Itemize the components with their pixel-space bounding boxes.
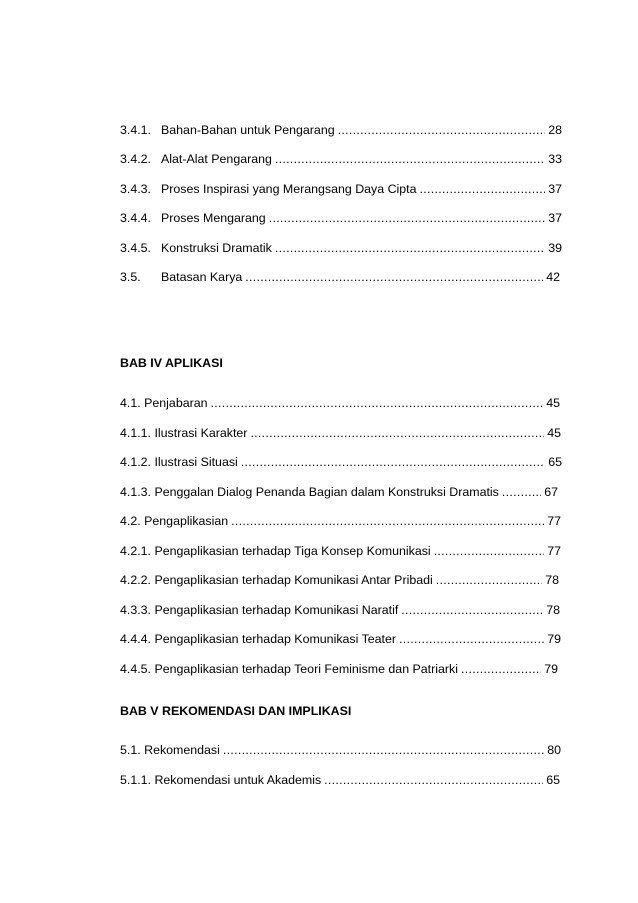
toc-leader-dots <box>436 572 542 588</box>
chapter-heading-bab-iv: BAB IV APLIKASI <box>120 356 223 370</box>
toc-entry-number: 4.4.5. <box>120 662 152 676</box>
toc-entry-page: 79 <box>544 662 558 676</box>
toc-entry-number: 4.1.3. <box>120 485 152 499</box>
toc-entry-4-4-5[interactable] <box>120 661 558 677</box>
toc-leader-dots <box>211 395 544 411</box>
toc-entry-title: Penjabaran <box>144 396 208 410</box>
toc-leader-dots <box>231 513 544 529</box>
toc-entry-page: 39 <box>548 241 562 255</box>
toc-entry-3-5[interactable] <box>120 269 560 285</box>
toc-entry-3-4-1[interactable] <box>120 122 562 138</box>
toc-entry-number: 4.2.2. <box>120 573 152 587</box>
toc-entry-3-4-4[interactable] <box>120 210 562 226</box>
toc-leader-dots <box>399 631 544 647</box>
toc-entry-page: 78 <box>545 573 559 587</box>
toc-entry-number: 4.1.2. <box>120 455 152 469</box>
toc-entry-page: 65 <box>548 455 562 469</box>
toc-entry-title: Rekomendasi untuk Akademis <box>154 773 322 787</box>
toc-leader-dots <box>420 181 546 197</box>
toc-entry-number: 5.1.1. <box>120 773 152 787</box>
toc-entry-page: 78 <box>546 603 560 617</box>
toc-leader-dots <box>461 661 541 677</box>
toc-leader-dots <box>275 151 545 167</box>
toc-entry-title: Pengaplikasian terhadap Komunikasi Naratif <box>154 603 399 617</box>
toc-entry-4-1-3[interactable] <box>120 484 558 500</box>
toc-entry-page: 42 <box>546 270 560 284</box>
toc-entry-title: Pengaplikasian terhadap Teori Feminisme dan Patriarki <box>154 662 458 676</box>
toc-entry-number: 3.4.4. <box>120 211 152 225</box>
toc-entry-page: 37 <box>548 211 562 225</box>
toc-entry-page: 77 <box>547 544 561 558</box>
toc-entry-title: Proses Mengarang <box>161 211 266 225</box>
toc-entry-page: 37 <box>548 182 562 196</box>
toc-entry-page: 67 <box>544 485 558 499</box>
toc-entry-4-4-4[interactable] <box>120 631 561 647</box>
toc-leader-dots <box>241 454 545 470</box>
toc-entry-4-2-1[interactable] <box>120 543 561 559</box>
toc-entry-number: 3.4.5. <box>120 241 152 255</box>
toc-entry-page: 45 <box>547 426 561 440</box>
toc-entry-title: Penggalan Dialog Penanda Bagian dalam Konstruksi Dramatis <box>154 485 499 499</box>
toc-entry-4-2[interactable] <box>120 513 561 529</box>
toc-entry-number: 3.4.2. <box>120 152 152 166</box>
toc-leader-dots <box>245 269 543 285</box>
toc-entry-title: Pengaplikasian terhadap Komunikasi Antar Pribadi <box>154 573 433 587</box>
toc-entry-number: 3.5. <box>120 270 141 284</box>
toc-entry-title: Batasan Karya <box>161 270 243 284</box>
toc-entry-title: Pengaplikasian terhadap Komunikasi Teater <box>154 632 397 646</box>
toc-entry-page: 33 <box>548 152 562 166</box>
toc-entry-4-1-2[interactable] <box>120 454 562 470</box>
toc-entry-3-4-5[interactable] <box>120 240 562 256</box>
toc-leader-dots <box>502 484 541 500</box>
toc-entry-number: 5.1. <box>120 743 141 757</box>
toc-entry-number: 4.1.1. <box>120 426 152 440</box>
toc-entry-number: 4.2.1. <box>120 544 152 558</box>
toc-leader-dots <box>223 742 544 758</box>
toc-leader-dots <box>269 210 546 226</box>
toc-entry-title: Ilustrasi Situasi <box>154 455 238 469</box>
toc-entry-5-1[interactable] <box>120 742 561 758</box>
toc-entry-number: 4.1. <box>120 396 141 410</box>
toc-entry-title: Rekomendasi <box>144 743 220 757</box>
toc-entry-title: Ilustrasi Karakter <box>154 426 248 440</box>
toc-entry-number: 4.3.3. <box>120 603 152 617</box>
toc-leader-dots <box>275 240 545 256</box>
toc-leader-dots <box>250 425 544 441</box>
toc-entry-page: 80 <box>547 743 561 757</box>
toc-entry-4-1[interactable] <box>120 395 560 411</box>
toc-entry-title: Pengaplikasian <box>144 514 229 528</box>
toc-entry-3-4-3[interactable] <box>120 181 562 197</box>
toc-entry-page: 28 <box>548 123 562 137</box>
toc-entry-title: Alat-Alat Pengarang <box>161 152 272 166</box>
toc-entry-title: Pengaplikasian terhadap Tiga Konsep Komunikasi <box>154 544 431 558</box>
toc-entry-5-1-1[interactable] <box>120 772 560 788</box>
toc-leader-dots <box>434 543 545 559</box>
toc-entry-4-1-1[interactable] <box>120 425 561 441</box>
toc-entry-3-4-2[interactable] <box>120 151 562 167</box>
toc-entry-4-3-3[interactable] <box>120 602 560 618</box>
toc-entry-title: Proses Inspirasi yang Merangsang Daya Cipta <box>161 182 417 196</box>
toc-entry-number: 4.2. <box>120 514 141 528</box>
toc-entry-page: 65 <box>546 773 560 787</box>
toc-entry-number: 3.4.3. <box>120 182 152 196</box>
toc-entry-page: 79 <box>547 632 561 646</box>
chapter-heading-bab-v: BAB V REKOMENDASI DAN IMPLIKASI <box>120 704 352 718</box>
toc-leader-dots <box>401 602 543 618</box>
toc-leader-dots <box>338 122 546 138</box>
toc-entry-4-2-2[interactable] <box>120 572 559 588</box>
toc-entry-number: 3.4.1. <box>120 123 152 137</box>
toc-entry-page: 77 <box>547 514 561 528</box>
toc-leader-dots <box>324 772 543 788</box>
toc-entry-number: 4.4.4. <box>120 632 152 646</box>
toc-entry-title: Konstruksi Dramatik <box>161 241 272 255</box>
toc-entry-page: 45 <box>546 396 560 410</box>
toc-entry-title: Bahan-Bahan untuk Pengarang <box>161 123 335 137</box>
